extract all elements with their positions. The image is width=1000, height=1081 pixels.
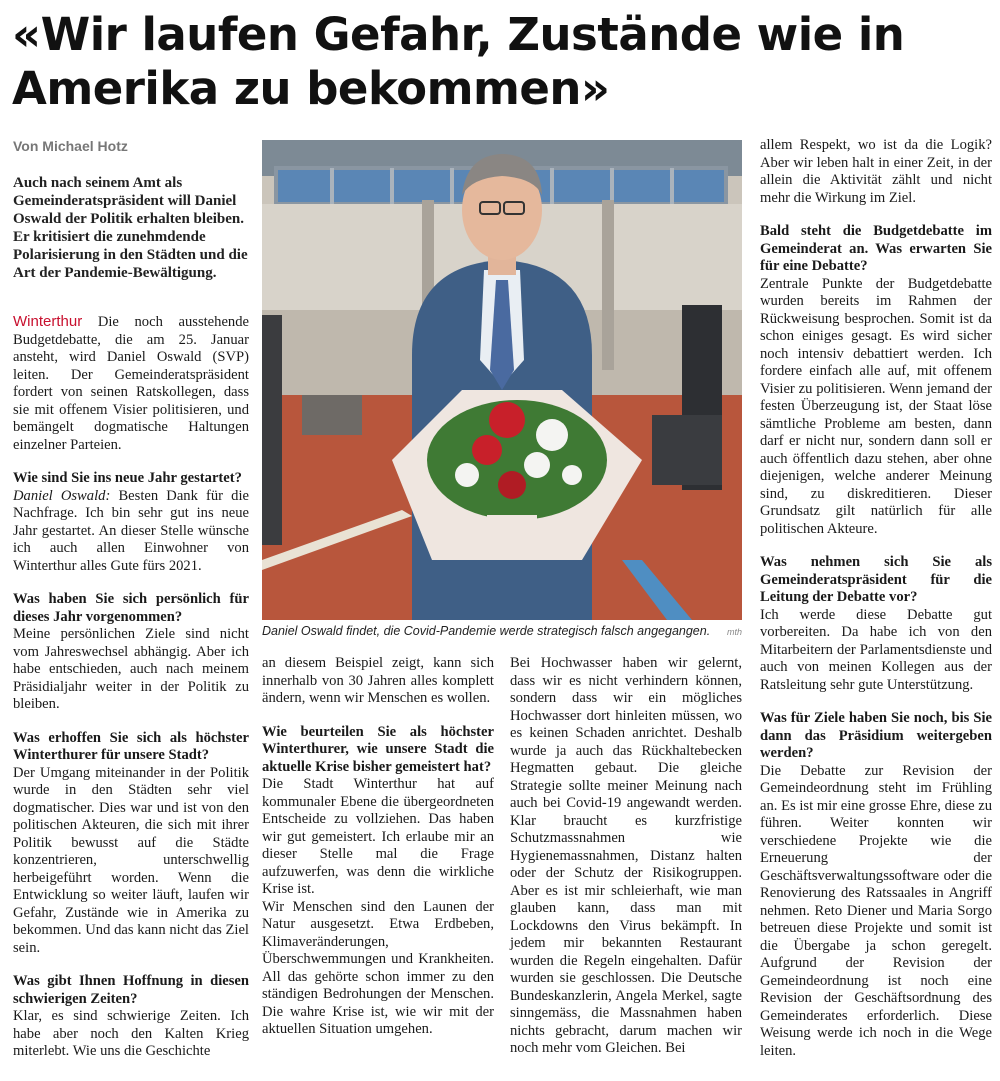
answer-5-paragraph-4: allem Respekt, wo ist da die Logik? Aber wir leben halt in einer Zeit, in der allein die Aktivität zählt und nicht mehr die Wirkung im Ziel. [760, 137, 992, 206]
answer-8: Die Debatte zur Revision der Gemeindeordnung steht im Frühling an. Es ist mir eine grosse Ehre, diese zu führen. Weiter konnten wir verschiedene Projekte wie die Erneuerung der Geschäftsverwaltungssoftware oder die Renovierung des Ratssaales in Angriff nehmen. Reto Diener und Maria Sorgo betreuen diese Projekte und somit ist die Übergabe ja schon geregelt. Aufgrund der Revision der Gemeindeordnung ist noch eine Revision der Geschäftsordnung des Gemeinderates erforderlich. Diese Weisung werde ich noch in die Wege leiten. [760, 762, 992, 1059]
answer-1 [13, 488, 249, 576]
column-4 [760, 137, 992, 1060]
answer-1-text: Besten Dank für die Nachfrage. Ich bin sehr gut ins neue Jahr gestartet. An dieser Stelle wünsche ich auch allen Einwohner von Winterthur alles Gute fürs 2021. [13, 487, 249, 574]
column-3 [510, 655, 742, 1058]
answer-6: Zentrale Punkte der Budgetdebatte wurden bereits im Rahmen der Rückweisung besprochen. Somit ist da schon einiges gesagt. Es wird sicher noch intensiv debattiert werden. Ich fordere einfach alle auf, mit offenem Visier zu politisieren. Wenn jemand der festen Überzeugung ist, der Staat löse sämtliche Probleme am besten, dann darf er nicht nur, sondern dann soll er auch öffentlich dazu stehen, aber ohne diejenigen, welche anderer Meinung sind, zu diskreditieren. Dieser Grundsatz gilt natürlich für alle politischen Akteure. [760, 275, 992, 537]
article-photo [262, 140, 742, 620]
answer-5-paragraph-2: Wir Menschen sind den Launen der Natur ausgesetzt. Etwa Erdbeben, Klimaveränderungen, Überschwemmungen und Krankheiten. All das gehörte schon immer zu den ständigen Bedrohungen der Menschen. Die wahre Krise ist, wie wir mit der aktuellen Situation umgehen. [262, 898, 494, 1037]
question-3: Was erhoffen Sie sich als höchster Winterthurer für unsere Stadt? [13, 729, 249, 763]
byline: Von Michael Hotz [13, 138, 128, 154]
lead-paragraph [13, 174, 249, 282]
photo-illustration [262, 140, 742, 620]
column-1 [13, 313, 249, 1061]
question-1: Wie sind Sie ins neue Jahr gestartet? [13, 470, 242, 486]
headline: «Wir laufen Gefahr, Zustände wie in Amerika zu bekommen» [12, 8, 905, 115]
question-8: Was für Ziele haben Sie noch, bis Sie dann das Präsidium weitergeben werden? [760, 710, 992, 761]
question-6: Bald steht die Budgetdebatte im Gemeinderat an. Was erwarten Sie für eine Debatte? [760, 223, 992, 274]
column-2 [262, 655, 494, 1039]
answer-1-speaker: Daniel Oswald: [13, 487, 111, 504]
question-4: Was gibt Ihnen Hoffnung in diesen schwierigen Zeiten? [13, 973, 249, 1007]
answer-3: Der Umgang miteinander in der Politik wurde in den Städten sehr viel dogmatischer. Dies war und ist von den politischen Akteuren, die sich mit ihrer Politik bewusst auf die Städte konzentrieren, unterschwellig herbeigeführt worden. Wenn die Entwicklung so weiter läuft, laufen wir Gefahr, Zustände wie in Amerika zu bekommen. Und das kann nicht das Ziel sein. [13, 764, 249, 956]
answer-5-paragraph-3: Bei Hochwasser haben wir gelernt, dass wir es nicht verhindern können, sondern dass wir ein mögliches Hochwasser dort hinleiten müssen, wo es keinen Schaden anrichtet. Deshalb wurde ja auch das Rückhaltebecken Hegmatten gebaut. Die gleiche Strategie sollte meiner Meinung nach auch bei Covid-19 angewandt werden. Klar braucht es kurzfristige Schutzmassnahmen wie Hygienemassnahmen, Distanz halten oder der Schutz der Risikogruppen. Aber es ist mir schleierhaft, wie man glauben kann, dass man mit Lockdowns den Virus bekämpft. In jedem mir bekannten Restaurant wurden die Regeln eingehalten. Dafür wurden sie geschlossen. Die Deutsche Bundeskanzlerin, Angela Merkel, sagte sinngemäss, die Massnahmen haben nichts gebracht, darum machen wir noch mehr vom Gleichen. Bei [510, 655, 742, 1056]
photo-caption: Daniel Oswald findet, die Covid-Pandemie werde strategisch falsch angegangen. [262, 624, 711, 638]
photo-credit: mth [726, 627, 742, 637]
intro-paragraph [13, 313, 249, 454]
intro-text: Die noch ausstehende Budgetdebatte, die am 25. Januar ansteht, wird Daniel Oswald (SVP) leiten. Der Gemeinderatspräsident fordert von seinen Ratskollegen, dass sie mit offenem Visier politisieren, und bemängelt dogmatische Haltungen einzelner Parteien. [13, 314, 249, 453]
answer-7: Ich werde diese Debatte gut vorbereiten. Da habe ich von den Mitarbeitern der Parlamentsdienste und auch von meinen Kollegen aus der Ratsleitung sehr gute Unterstützung. [760, 606, 992, 693]
answer-5-paragraph-1: Die Stadt Winterthur hat auf kommunaler Ebene die übergeordneten Entscheide zu vollziehen. Das haben wir gut gemeistert. Ich erlaube mir an dieser Stelle mal die Frage aufzuwerfen, was denn die wirkliche Krise ist. [262, 776, 494, 897]
answer-2: Meine persönlichen Ziele sind nicht vom Jahreswechsel abhängig. Aber ich habe entschieden, auch nach meinem Präsidialjahr weiter in der Politik zu bleiben. [13, 626, 249, 712]
question-7: Was nehmen sich Sie als Gemeinderatspräsident für die Leitung der Debatte vor? [760, 554, 992, 605]
answer-4-part-2: an diesem Beispiel zeigt, kann sich innerhalb von 30 Jahren alles komplett ändern, wenn wir Menschen es wollen. [262, 655, 494, 706]
question-2: Was haben Sie sich persönlich für dieses Jahr vorgenommen? [13, 591, 249, 625]
lead-text: Auch nach seinem Amt als Gemeinderatspräsident will Daniel Oswald der Politik erhalten bleiben. Er kritisiert die zunehmdende Polarisierung in den Städten und die Art der Pandemie-Bewältigung. [13, 175, 248, 281]
answer-4-part-1: Klar, es sind schwierige Zeiten. Ich habe aber noch den Kalten Krieg miterlebt. Wie uns die Geschichte [13, 1008, 249, 1059]
question-5: Wie beurteilen Sie als höchster Winterthurer, wie unsere Stadt die aktuelle Krise bisher gemeistert hat? [262, 723, 494, 775]
dateline-city: Winterthur [13, 313, 83, 330]
